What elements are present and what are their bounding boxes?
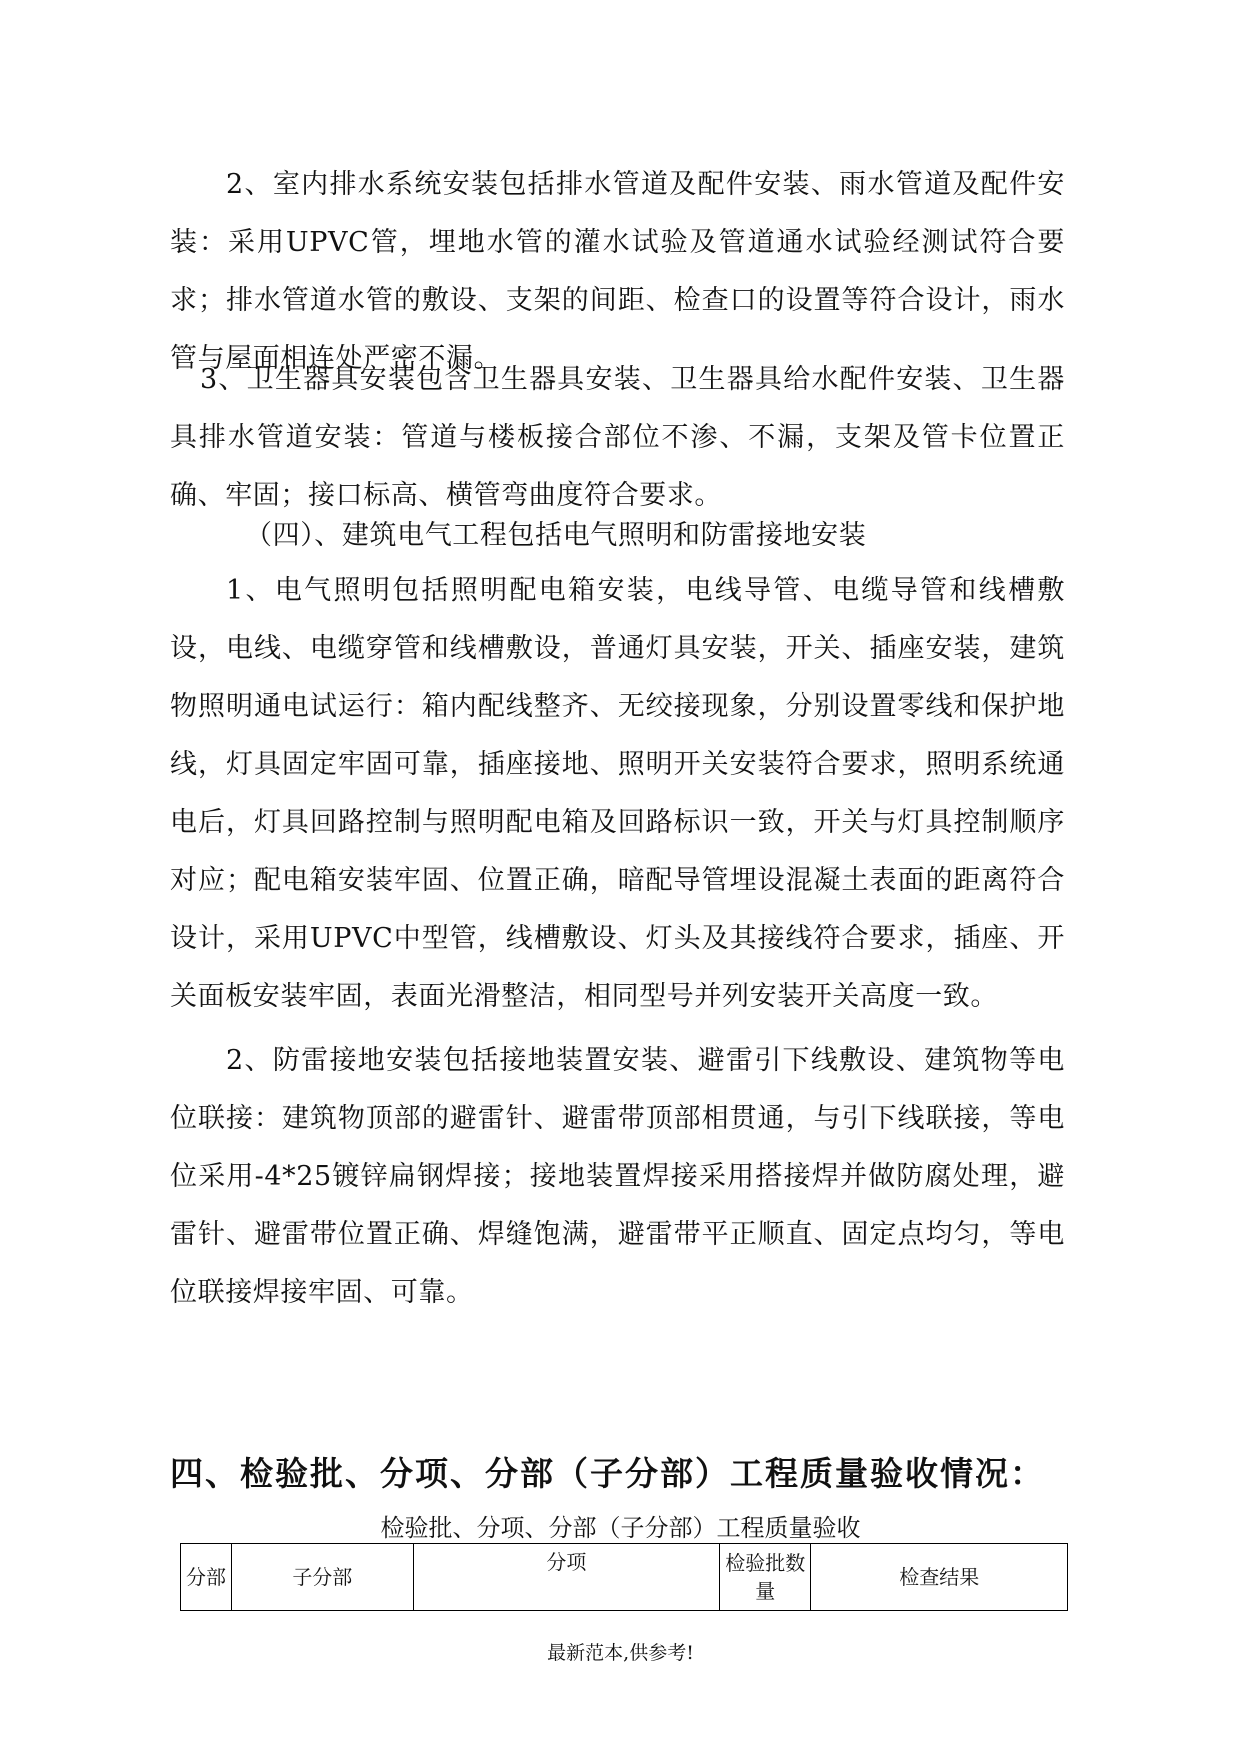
header-item: 分项 (413, 1544, 720, 1611)
paragraph-lightning-protection: 2、防雷接地安装包括接地装置安装、避雷引下线敷设、建筑物等电位联接：建筑物顶部的避雷针、避雷带顶部相贯通，与引下线联接，等电位采用-4*25镀锌扁钢焊接；接地装置焊接采用搭接焊并做防腐处理，避雷针、避雷带位置正确、焊缝饱满，避雷带平正顺直、固定点均匀，等电位联接焊接牢固、可靠。 (170, 1045, 1065, 1308)
quality-table (180, 1543, 1068, 1611)
paragraph-sanitary: 3、卫生器具安装包含卫生器具安装、卫生器具给水配件安装、卫生器具排水管道安装：管道与楼板接合部位不渗、不漏，支架及管卡位置正确、牢固；接口标高、横管弯曲度符合要求。 (170, 364, 1065, 511)
section-heading: 四、检验批、分项、分部（子分部）工程质量验收情况： (170, 1454, 1045, 1493)
header-subdivision: 子分部 (232, 1544, 413, 1611)
paragraph-lighting: 1、电气照明包括照明配电箱安装，电线导管、电缆导管和线槽敷设，电线、电缆穿管和线槽敷设，普通灯具安装，开关、插座安装，建筑物照明通电试运行：箱内配线整齐、无绞接现象，分别设置零线和保护地线，灯具固定牢固可靠，插座接地、照明开关安装符合要求，照明系统通电后，灯具回路控制与照明配电箱及回路标识一致，开关与灯具控制顺序对应；配电箱安装牢固、位置正确，暗配导管埋设混凝土表面的距离符合设计，采用UPVC中型管，线槽敷设、灯头及其接线符合要求，插座、开关面板安装牢固，表面光滑整洁，相同型号并列安装开关高度一致。 (170, 575, 1065, 1012)
header-result: 检查结果 (811, 1544, 1068, 1611)
paragraph-electrical-heading: （四）、建筑电气工程包括电气照明和防雷接地安装 (245, 520, 867, 551)
header-batch-count: 检验批数 量 (720, 1544, 811, 1611)
footer-note: 最新范本,供参考! (547, 1642, 694, 1664)
header-division: 分部 (181, 1544, 232, 1611)
table-header-row (181, 1544, 1068, 1611)
paragraph-drainage: 2、室内排水系统安装包括排水管道及配件安装、雨水管道及配件安装：采用UPVC管，埋地水管的灌水试验及管道通水试验经测试符合要求；排水管道水管的敷设、支架的间距、检查口的设置等符合设计，雨水管与屋面相连处严密不漏。 (170, 169, 1065, 374)
table-title: 检验批、分项、分部（子分部）工程质量验收 (380, 1514, 861, 1542)
